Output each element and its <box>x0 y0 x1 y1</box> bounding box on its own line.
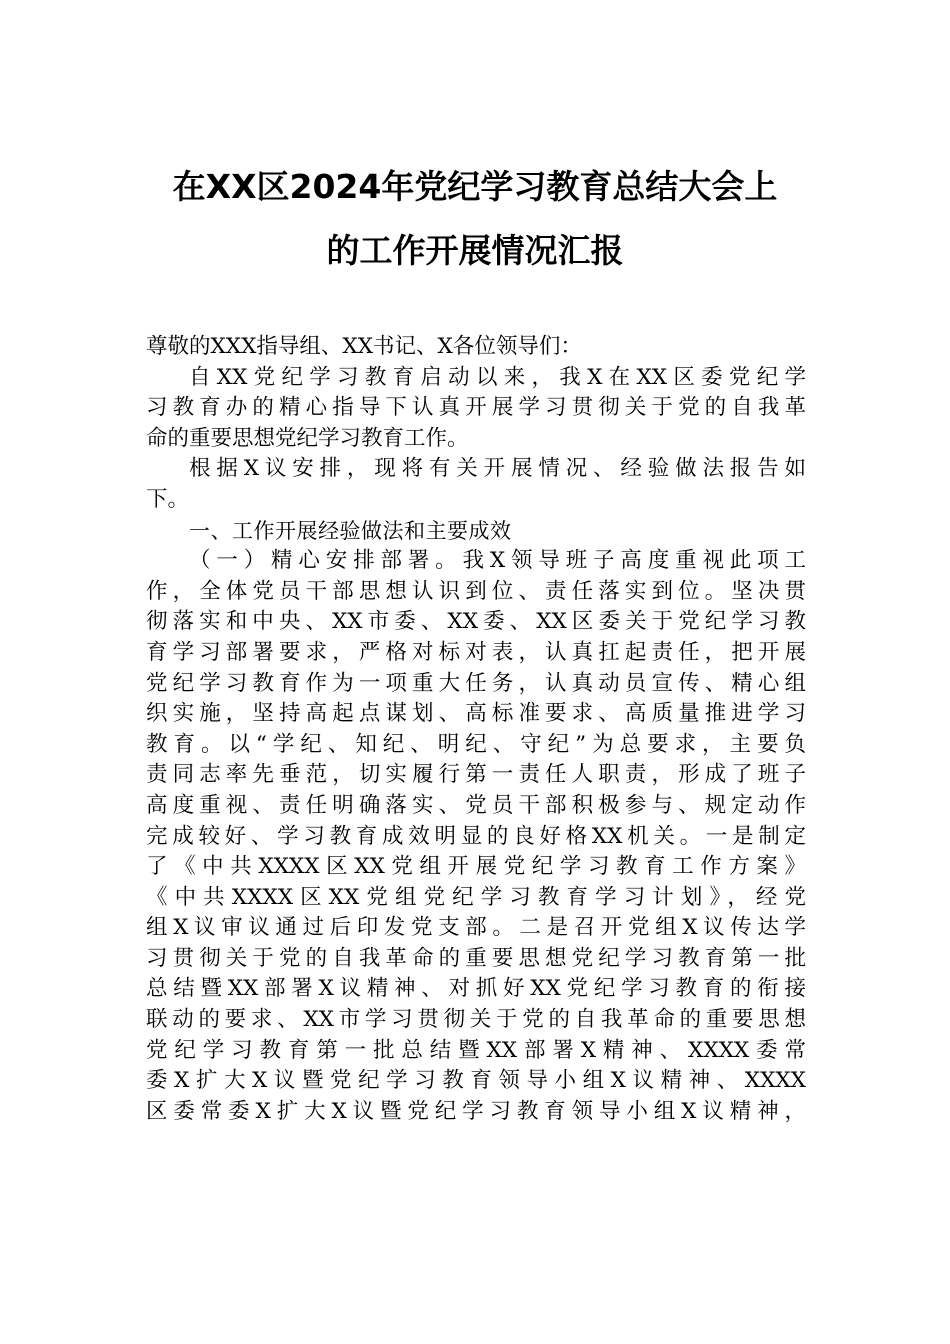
paragraph-line: 自XX党纪学习教育启动以来，我X在XX区委党纪学 <box>189 364 806 390</box>
paragraph-line: 织实施，坚持高起点谋划、高标准要求、高质量推进学习 <box>146 701 806 727</box>
paragraph-line: 组X议审议通过后印发党支部。二是召开党组X议传达学 <box>146 915 806 941</box>
paragraph-line: 习教育办的精心指导下认真开展学习贯彻关于党的自我革 <box>146 395 806 421</box>
paragraph-line: 联动的要求、XX市学习贯彻关于党的自我革命的重要思想 <box>146 1007 806 1033</box>
document-title-line-2: 的工作开展情况汇报 <box>326 231 624 270</box>
paragraph-line: 党纪学习教育作为一项重大任务，认真动员宣传、精心组 <box>146 670 806 696</box>
paragraph-line: 下。 <box>146 486 190 512</box>
paragraph-line: 根据X议安排，现将有关开展情况、经验做法报告如 <box>189 456 806 482</box>
paragraph-line: 习贯彻关于党的自我革命的重要思想党纪学习教育第一批 <box>146 945 806 971</box>
paragraph-line: 命的重要思想党纪学习教育工作。 <box>146 425 469 451</box>
paragraph-line: 区委常委X扩大X议暨党纪学习教育领导小组X议精神， <box>146 1098 806 1124</box>
paragraph-line: 育学习部署要求，严格对标对表，认真扛起责任，把开展 <box>146 639 806 665</box>
paragraph-line: 作，全体党员干部思想认识到位、责任落实到位。坚决贯 <box>146 578 806 604</box>
paragraph-line: 委X扩大X议暨党纪学习教育领导小组X议精神、XXXX <box>146 1068 806 1094</box>
paragraph-line: 高度重视、责任明确落实、党员干部积极参与、规定动作 <box>146 792 806 818</box>
document-body <box>146 332 806 1127</box>
paragraph-line: （一）精心安排部署。我X领导班子高度重视此项工 <box>189 548 806 574</box>
paragraph-line: 总结暨XX部署X议精神、对抓好XX党纪学习教育的衔接 <box>146 976 806 1002</box>
document-title-line-1: 在XX区2024年党纪学习教育总结大会上 <box>172 167 778 206</box>
paragraph-line: 《中共XXXX区XX党组党纪学习教育学习计划》，经党 <box>146 884 806 910</box>
section-heading: 一、工作开展经验做法和主要成效 <box>189 518 512 543</box>
paragraph-line: 责同志率先垂范，切实履行第一责任人职责，形成了班子 <box>146 762 806 788</box>
paragraph-line: 教育。以“学纪、知纪、明纪、守纪”为总要求，主要负 <box>146 731 806 757</box>
salutation: 尊敬的XXX指导组、XX书记、X各位领导们： <box>146 334 582 359</box>
paragraph-line: 完成较好、学习教育成效明显的良好格XX机关。一是制定 <box>146 823 806 849</box>
paragraph-line: 彻落实和中央、XX市委、XX委、XX区委关于党纪学习教 <box>146 609 806 635</box>
paragraph-line: 党纪学习教育第一批总结暨XX部署X精神、XXXX委常 <box>146 1037 806 1063</box>
paragraph-line: 了《中共XXXX区XX党组开展党纪学习教育工作方案》 <box>146 854 806 880</box>
